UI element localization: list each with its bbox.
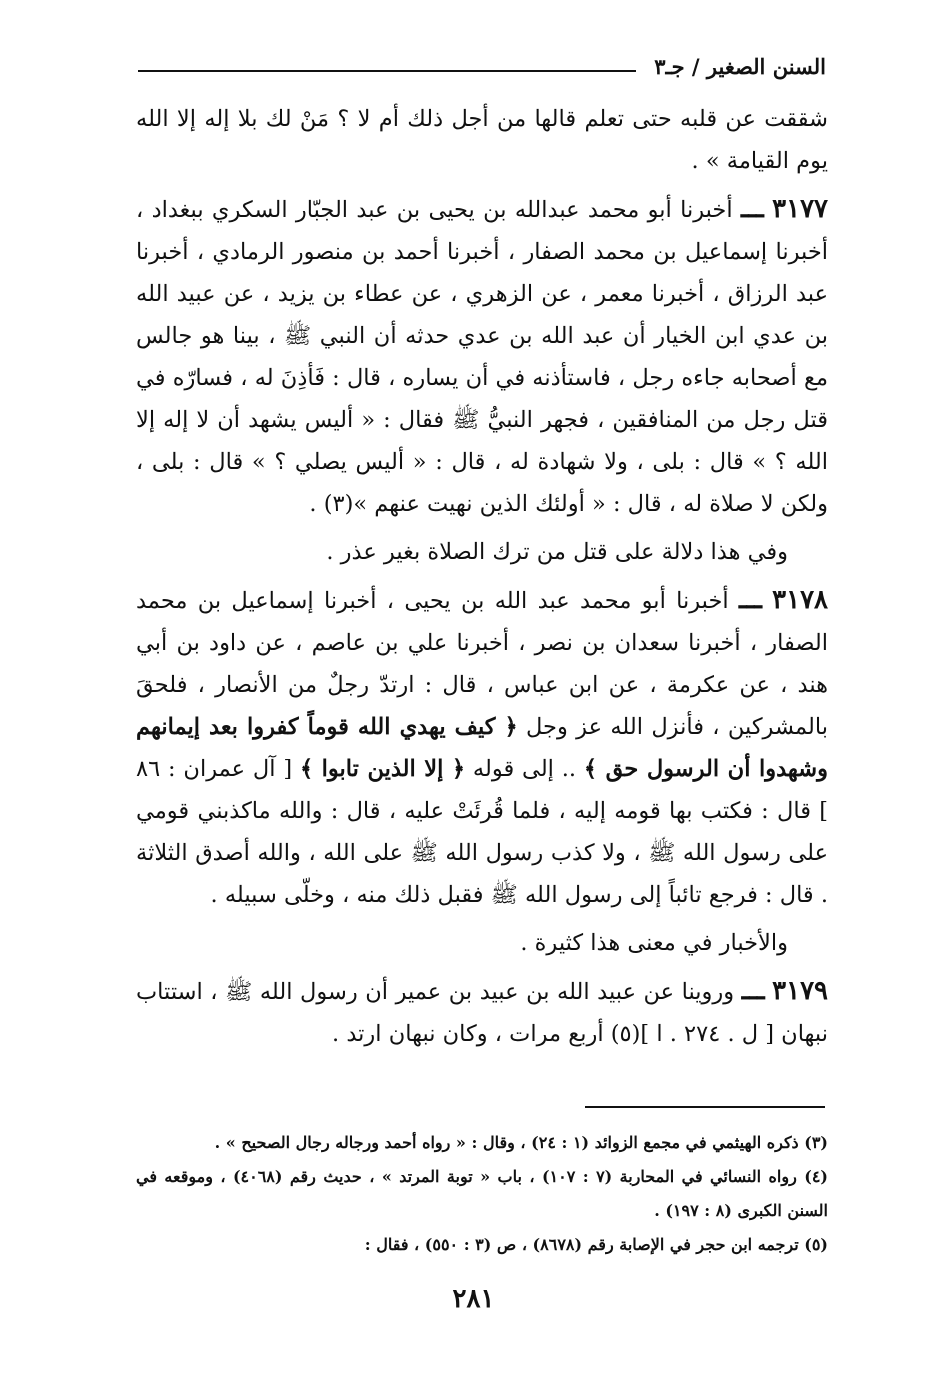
hadith-dash: ـــ: [740, 194, 764, 224]
footnote: (٤) رواه النسائي في المحاربة (٧ : ١٠٧) ، باب « توبة المرتد » ، حديث رقم (٤٠٦٨) ، وموقعه في السنن الكبرى (٨ : ١٩٧) .: [136, 1167, 828, 1220]
hadith-number: ٣١٧٩: [772, 976, 829, 1006]
commentary-paragraph: [136, 922, 828, 964]
quran-verse: ﴿ إلا الذين تابوا ﴾: [299, 756, 466, 782]
hadith-number: ٣١٧٨: [772, 585, 828, 615]
footnotes: [136, 1126, 828, 1262]
hadith-dash: ـــ: [741, 976, 765, 1006]
page-number: ٢٨١: [452, 1284, 495, 1314]
commentary-text: وفي هذا دلالة على قتل من ترك الصلاة بغير عذر .: [326, 539, 788, 565]
header-rule: [138, 70, 636, 72]
hadith-text: أخبرنا أبو محمد عبدالله بن يحيى بن عبد الجبّار السكري ببغداد ، أخبرنا إسماعيل بن محمد الصفار ، أخبرنا أحمد بن منصور الرمادي ، أخبرنا عبد الرزاق ، أخبرنا معمر ، عن الزهري ، عن عطاء بن يزيد ، عن عبيد الله بن عدي ابن الخيار أن عبد الله بن عدي حدثه أن النبي ﷺ ، بينا هو جالس مع أصحابه جاءه رجل ، فاستأذنه في أن يساره ، قال : فَأذِنَ له ، فسارّه في قتل رجل من المنافقين ، فجهر النبيُّ ﷺ فقال : « أليس يشهد أن لا إله إلا الله ؟ » قال : بلى ، ولا شهادة له ، قال : « أليس يصلي ؟ » قال : بلى ، ولكن لا صلاة له ، قال : « أولئك الذين نهيت عنهم »(٣) .: [136, 197, 828, 517]
footnote-separator: [585, 1106, 825, 1108]
hadith-text: وروينا عن عبيد الله بن عبيد بن عمير أن رسول الله ﷺ ، استتاب نبهان [ ل . ٢٧٤ . ا ](٥) أربع مرات ، وكان نبهان ارتد .: [136, 979, 828, 1047]
footnote: (٣) ذكره الهيثمي في مجمع الزوائد (١ : ٢٤) ، وقال : « رواه أحمد ورجاله رجال الصحيح » .: [214, 1133, 828, 1152]
running-header: [138, 50, 826, 86]
hadith-3177: [136, 188, 828, 525]
commentary-text: والأخبار في معنى هذا كثيرة .: [520, 930, 788, 956]
header-title: السنن الصغير / جـ٣: [654, 54, 826, 79]
hadith-3178: [136, 579, 828, 916]
quran-verse: ﴿ كيف يهدي الله قوماً كفروا بعد إيمانهم وشهدوا أن الرسول حق ﴾: [136, 714, 828, 782]
hadith-text: أخبرنا أبو محمد عبد الله بن يحيى ، أخبرنا إسماعيل بن محمد الصفار ، أخبرنا سعدان بن نصر ، أخبرنا علي بن عاصم ، عن داود بن أبي هند ، عن عكرمة ، عن ابن عباس ، قال : ارتدّ رجلٌ من الأنصار ، فلحقَ بالمشركين ، فأنزل الله عز وجل: [136, 588, 829, 740]
main-text: [136, 98, 828, 1055]
commentary-paragraph: [136, 531, 828, 573]
hadith-number: ٣١٧٧: [772, 194, 828, 224]
hadith-3179: [136, 970, 828, 1055]
hadith-dash: ـــ: [738, 585, 762, 615]
hadith-text: .. إلى قوله: [472, 756, 577, 782]
paragraph-text: شققت عن قلبه حتى تعلم قالها من أجل ذلك أم لا ؟ مَنْ لك بلا إله إلا الله يوم القيامة » .: [136, 106, 828, 174]
hadith-text: [ آل عمران : ٨٦ ] قال : فكتب بها قومه إليه ، فلما قُرئَتْ عليه ، قال : والله ماكذبني قومي على رسول الله ﷺ ، ولا كذب رسول الله ﷺ على الله ، والله أصدق الثلاثة . قال : فرجع تائباً إلى رسول الله ﷺ فقبل ذلك منه ، وخلّى سبيله .: [136, 756, 828, 908]
paragraph-continuation: [136, 98, 828, 182]
footnote: (٥) ترجمه ابن حجر في الإصابة رقم (٨٦٧٨) ، ص (٣ : ٥٥٠) ، فقال :: [364, 1235, 828, 1254]
